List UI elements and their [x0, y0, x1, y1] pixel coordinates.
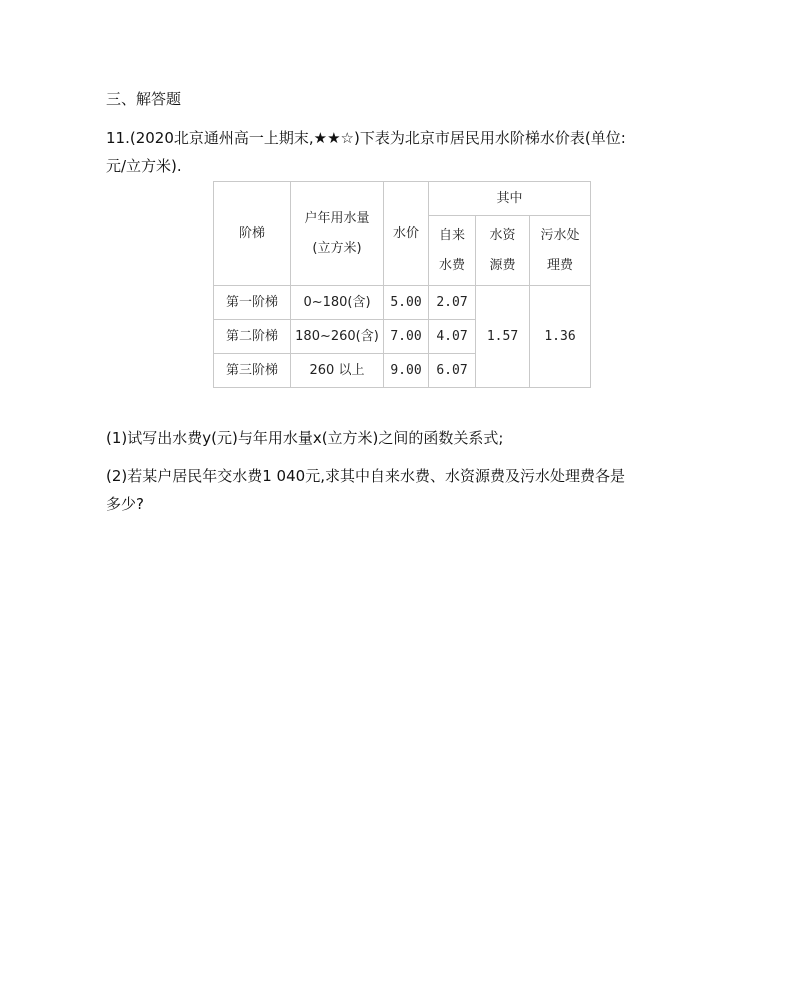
row1-price: 5.00	[384, 286, 429, 320]
header-price: 水价	[384, 182, 429, 286]
header-tap-line1: 自来	[438, 227, 465, 243]
header-among: 其中	[429, 182, 591, 216]
sub-question-1: (1)试写出水费y(元)与年用水量x(立方米)之间的函数关系式;	[106, 429, 504, 447]
resource-fee: 1.57	[476, 286, 530, 388]
row3-price: 9.00	[384, 354, 429, 388]
header-resource-line2: 源费	[489, 257, 516, 273]
row2-usage: 180~260(含)	[291, 320, 384, 354]
header-tier: 阶梯	[214, 182, 291, 286]
row2-tier: 第二阶梯	[214, 320, 291, 354]
water-price-table	[213, 181, 591, 388]
question-line-1: 11.(2020北京通州高一上期末,★★☆)下表为北京市居民用水阶梯水价表(单位:	[106, 129, 626, 147]
row3-usage: 260 以上	[291, 354, 384, 388]
sub-question-2	[106, 462, 706, 518]
sewage-fee: 1.36	[530, 286, 591, 388]
header-resource	[476, 216, 530, 286]
row1-usage: 0~180(含)	[291, 286, 384, 320]
sub-question-2-line1: (2)若某户居民年交水费1 040元,求其中自来水费、水资源费及污水处理费各是	[106, 467, 625, 485]
header-usage-line1: 户年用水量	[304, 210, 370, 226]
row1-tier: 第一阶梯	[214, 286, 291, 320]
row2-price: 7.00	[384, 320, 429, 354]
question-line-2: 元/立方米).	[106, 157, 182, 175]
header-resource-line1: 水资	[489, 227, 516, 243]
question-stem	[106, 124, 706, 180]
table-row	[214, 286, 591, 320]
row3-tap: 6.07	[429, 354, 476, 388]
header-sewage	[530, 216, 591, 286]
header-usage	[291, 182, 384, 286]
row1-tap: 2.07	[429, 286, 476, 320]
sub-question-2-line2: 多少?	[106, 495, 144, 513]
header-tap	[429, 216, 476, 286]
header-usage-line2: (立方米)	[312, 240, 362, 256]
section-title: 三、解答题	[106, 90, 182, 108]
header-sewage-line2: 理费	[546, 257, 573, 273]
row2-tap: 4.07	[429, 320, 476, 354]
header-tap-line2: 水费	[438, 257, 465, 273]
row3-tier: 第三阶梯	[214, 354, 291, 388]
header-sewage-line1: 污水处	[540, 227, 580, 243]
